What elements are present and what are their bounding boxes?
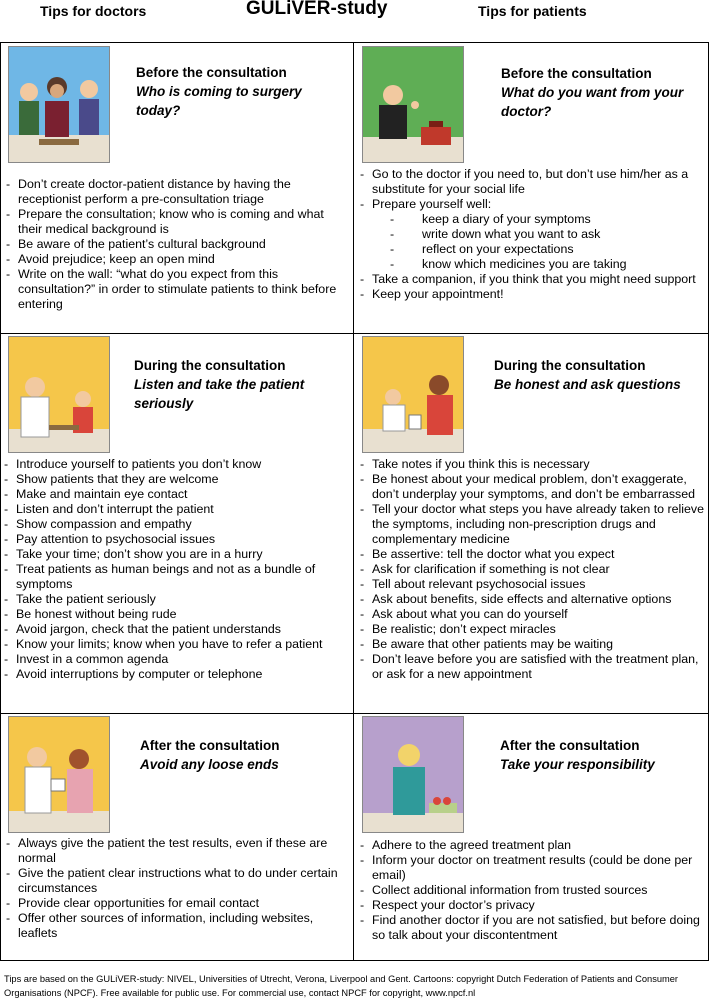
after-doctors-subtitle: Avoid any loose ends [140,757,279,772]
list-subitem: - reflect on your expectations [360,242,705,257]
list-item: - Give the patient clear instructions what to do under certain circumstances [6,866,350,896]
during-doctors-title: During the consultation [134,358,286,373]
list-item: - Offer other sources of information, including websites, leaflets [6,911,350,941]
list-item: - Collect additional information from trusted sources [360,883,705,898]
before-patients-list [360,167,705,302]
list-item: - Show compassion and empathy [4,517,350,532]
list-item: - Ask about benefits, side effects and alternative options [360,592,705,607]
header-left-label: Tips for doctors [40,3,147,19]
after-patients-list [360,838,705,943]
list-item: - Inform your doctor on treatment results (could be done per email) [360,853,705,883]
list-item: - Keep your appointment! [360,287,705,302]
list-item: - Pay attention to psychosocial issues [4,532,350,547]
after-patients-subtitle: Take your responsibility [500,757,655,772]
before-patients-heading [501,64,701,121]
during-patients-title: During the consultation [494,358,646,373]
header-right-label: Tips for patients [478,3,587,19]
during-patients-heading [494,356,694,394]
during-patients-list [360,457,705,682]
list-item: - Avoid jargon, check that the patient understands [4,622,350,637]
cartoon-doctor-giving-results-illustration [8,716,110,833]
before-doctors-subtitle: Who is coming to surgery today? [136,84,302,118]
after-patients-title: After the consultation [500,738,640,753]
cartoon-waiting-room-illustration [8,46,110,163]
list-item: - Tell about relevant psychosocial issues [360,577,705,592]
list-item: - Ask about what you can do yourself [360,607,705,622]
list-item: - Don’t create doctor-patient distance by having the receptionist perform a pre-consultation triage [6,177,348,207]
list-item: - Show patients that they are welcome [4,472,350,487]
list-item: - Always give the patient the test results, even if these are normal [6,836,350,866]
cartoon-patient-responsibility-illustration [362,716,464,833]
footer-credits: Tips are based on the GULiVER-study: NIVEL, Universities of Utrecht, Verona, Liverpool and Gent. Cartoons: copyright Dutch Federation of Patients and Consumer Organisations (NPCF). Free available for public use. For commercial use, contact NPCF for copyright, www.npcf.nl [4,974,679,998]
during-doctors-list [4,457,350,682]
before-patients-title: Before the consultation [501,66,652,81]
cartoon-patient-at-desk-illustration [362,46,464,163]
list-item: - Avoid interruptions by computer or telephone [4,667,350,682]
list-item: - Be aware of the patient’s cultural background [6,237,348,252]
cartoon-doctor-listening-illustration [8,336,110,453]
list-item: - Treat patients as human beings and not as a bundle of symptoms [4,562,350,592]
list-item: - Be realistic; don’t expect miracles [360,622,705,637]
list-subitem: - know which medicines you are taking [360,257,705,272]
list-item: - Prepare the consultation; know who is coming and what their medical background is [6,207,348,237]
after-doctors-list [6,836,350,941]
list-item: - Don’t leave before you are satisfied with the treatment plan, or ask for a new appointment [360,652,705,682]
before-patients-subtitle: What do you want from your doctor? [501,85,684,119]
list-item: - Provide clear opportunities for email contact [6,896,350,911]
after-doctors-title: After the consultation [140,738,280,753]
during-patients-subtitle: Be honest and ask questions [494,377,681,392]
list-item: - Know your limits; know when you have to refer a patient [4,637,350,652]
list-item: - Take notes if you think this is necessary [360,457,705,472]
list-item: - Adhere to the agreed treatment plan [360,838,705,853]
list-item: - Make and maintain eye contact [4,487,350,502]
list-item: - Be honest without being rude [4,607,350,622]
list-item: - Ask for clarification if something is not clear [360,562,705,577]
list-item: - Go to the doctor if you need to, but don’t use him/her as a substitute for your social life [360,167,705,197]
list-item: - Avoid prejudice; keep an open mind [6,252,348,267]
before-doctors-list [6,177,348,312]
list-item: - Take your time; don’t show you are in a hurry [4,547,350,562]
grid-divider-bottom [0,960,709,961]
grid-divider-row1 [0,333,709,334]
list-item: - Listen and don’t interrupt the patient [4,502,350,517]
list-item: - Find another doctor if you are not satisfied, but before doing so talk about your discontentment [360,913,705,943]
list-item: - Be honest about your medical problem, don’t exaggerate, don’t underplay your symptoms, and don’t be embarrassed [360,472,705,502]
list-item: - Prepare yourself well: [360,197,705,212]
list-item: - Take a companion, if you think that you might need support [360,272,705,287]
list-item: - Invest in a common agenda [4,652,350,667]
before-doctors-heading [136,63,341,120]
grid-divider-vertical [353,42,354,960]
after-doctors-heading [140,736,345,774]
cartoon-patient-honest-illustration [362,336,464,453]
list-item: - Write on the wall: “what do you expect from this consultation?” in order to stimulate patients to think before entering [6,267,348,312]
list-item: - Be aware that other patients may be waiting [360,637,705,652]
grid-divider-row2 [0,713,709,714]
list-item: - Take the patient seriously [4,592,350,607]
before-doctors-title: Before the consultation [136,65,287,80]
list-item: - Introduce yourself to patients you don’t know [4,457,350,472]
during-doctors-heading [134,356,344,413]
after-patients-heading [500,736,700,774]
during-doctors-subtitle: Listen and take the patient seriously [134,377,305,411]
list-subitem: - keep a diary of your symptoms [360,212,705,227]
page-title: GULiVER-study [246,0,388,19]
list-subitem: - write down what you want to ask [360,227,705,242]
list-item: - Respect your doctor’s privacy [360,898,705,913]
list-item: - Be assertive: tell the doctor what you expect [360,547,705,562]
list-item: - Tell your doctor what steps you have already taken to relieve the symptoms, including non-prescription drugs and complementary medicine [360,502,705,547]
